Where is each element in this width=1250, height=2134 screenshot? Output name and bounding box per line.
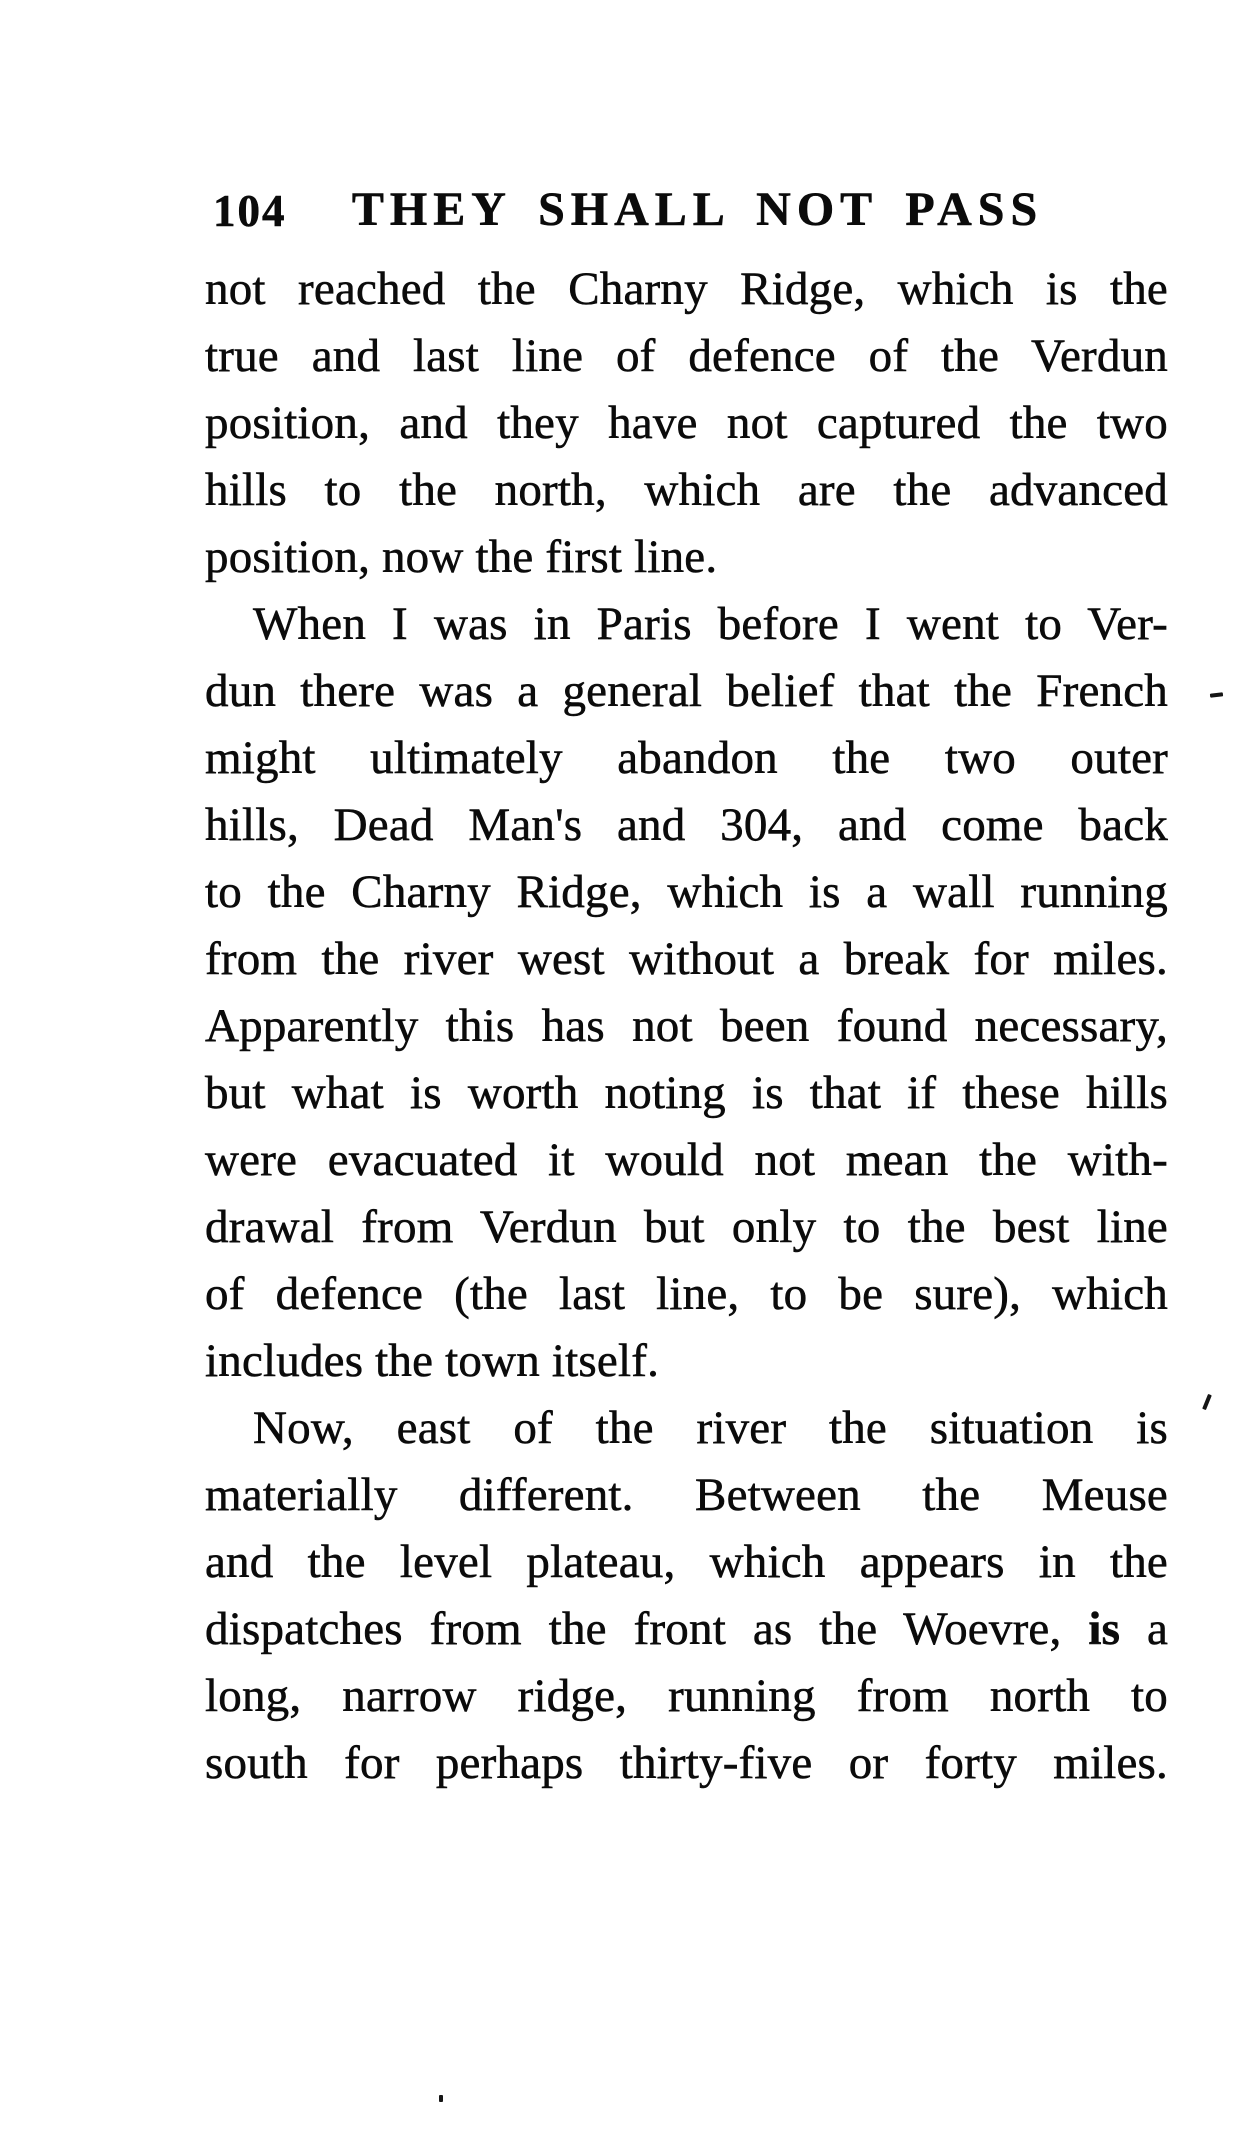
text-line: materially different. Between the Meuse [205,1469,1168,1521]
text-line: not reached the Charny Ridge, which is the [205,263,1168,315]
text-line: hills, Dead Man's and 304, and come back [205,799,1168,851]
text-line: but what is worth noting is that if these hills [205,1067,1168,1119]
text-line [205,1596,1168,1663]
page-number: 104 [213,186,287,236]
text-line: Apparently this has not been found necessary, [205,1000,1168,1052]
text-line: long, narrow ridge, running from north to [205,1670,1168,1722]
text-segment: a [1120,1603,1169,1655]
page-header [205,183,1168,238]
text-line: Now, east of the river the situation is [253,1402,1168,1454]
text-line: drawal from Verdun but only to the best line [205,1201,1168,1253]
ink-heavy-word: is [1088,1603,1121,1655]
text-line: of defence (the last line, to be sure), which [205,1268,1168,1320]
text-line: and the level plateau, which appears in the [205,1536,1168,1588]
text-line: from the river west without a break for miles. [205,933,1168,985]
ink-dot-mark [439,2095,443,2102]
stray-dash-mark [1210,692,1223,697]
stray-accent-mark [1202,1394,1212,1410]
running-title: THEY SHALL NOT PASS [351,183,1044,236]
text-line: When I was in Paris before I went to Ver- [253,598,1168,650]
text-segment: dispatches from the front as the Woevre, [205,1603,1089,1655]
body-text [205,256,1168,1797]
text-line: might ultimately abandon the two outer [205,732,1168,784]
text-line: includes the town itself. [205,1335,660,1387]
text-line: position, now the first line. [205,531,718,583]
text-line: were evacuated it would not mean the with- [205,1134,1168,1186]
text-line: to the Charny Ridge, which is a wall running [205,866,1168,918]
text-line: south for perhaps thirty-five or forty miles. [205,1737,1168,1789]
text-line: hills to the north, which are the advanced [205,464,1168,516]
text-line: position, and they have not captured the two [205,397,1168,449]
text-line: dun there was a general belief that the French [205,665,1168,717]
text-line: true and last line of defence of the Verdun [205,330,1168,382]
